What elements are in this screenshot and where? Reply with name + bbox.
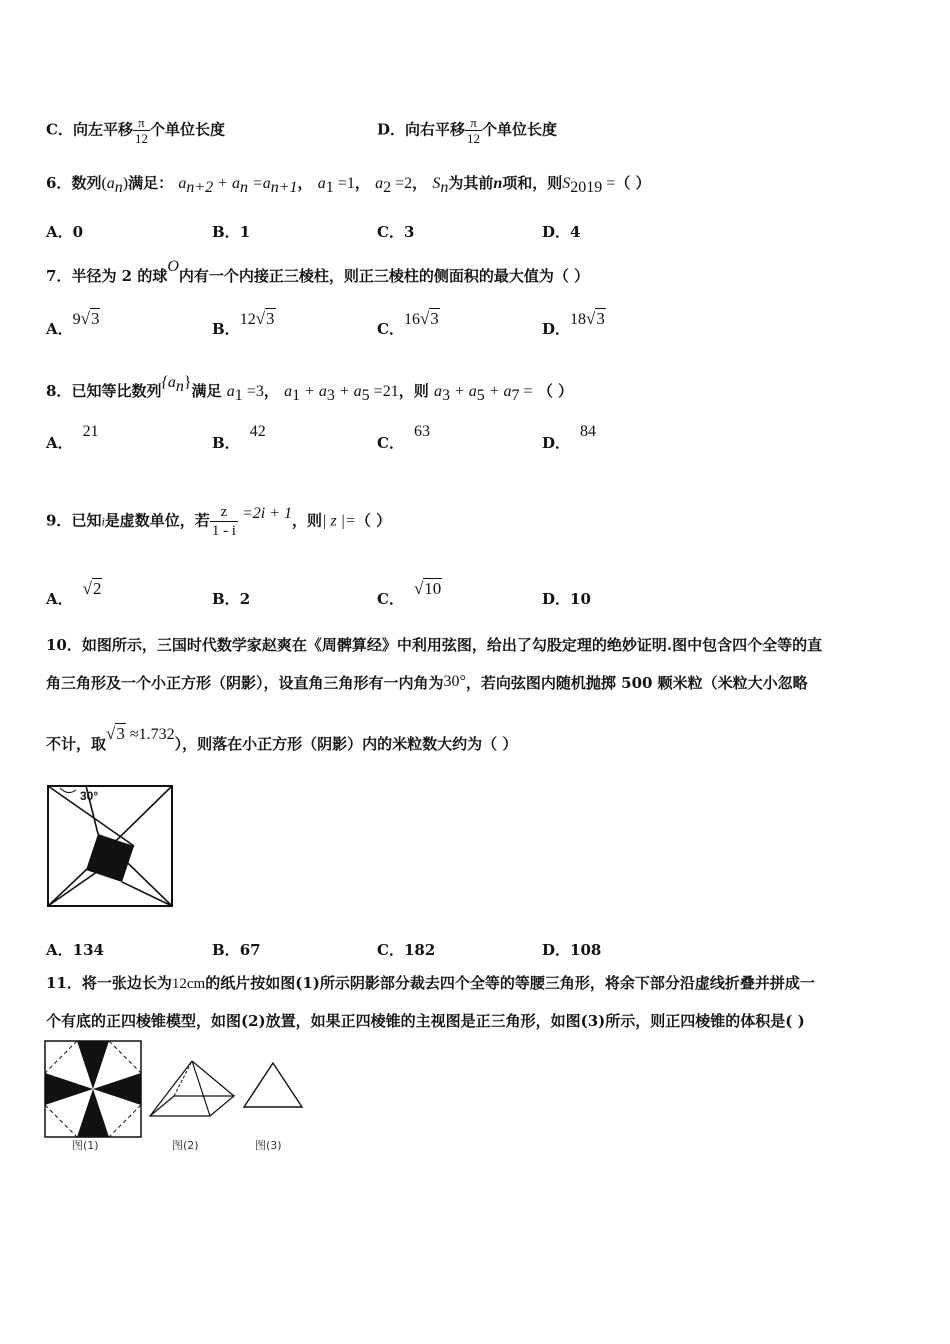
question-10-line-1: 10．如图所示，三国时代数学家赵爽在《周髀算经》中利用弦图，给出了勾股定理的绝妙证明.图中包含四个全等的直: [46, 636, 823, 654]
q10-option-c[interactable]: C．182: [377, 941, 436, 959]
q10-option-a[interactable]: A．134: [46, 941, 104, 959]
q6-option-d[interactable]: D．4: [542, 223, 581, 241]
figure-3-front-view: [242, 1060, 304, 1110]
q9-option-b[interactable]: B．2: [212, 590, 251, 608]
fraction: $\frac{\pi}{12}$: [134, 115, 148, 146]
figure-2-pyramid: [148, 1058, 236, 1120]
hidden-edge: [174, 1061, 192, 1096]
q5-option-d[interactable]: D．向右平移 $\frac{\pi}{12}$ 个单位长度: [377, 115, 558, 146]
q8-option-b[interactable]: B．42: [212, 423, 266, 452]
figure-3-label: 图(3): [255, 1139, 282, 1152]
q8-option-d[interactable]: D．84: [542, 423, 597, 452]
q9-option-d[interactable]: D．10: [542, 590, 591, 608]
question-11-line-2: 个有底的正四棱锥模型，如图(2)放置，如果正四棱锥的主视图是正三角形，如图(3)所示，则正四棱锥的体积是( ): [46, 1012, 805, 1030]
question-6-stem: 6．数列$(a_n)$满足： $a_{n+2} + a_n =a_{n+1}$， $a_1 =1$， $a_2 =2$， $S_n$为其前n项和，则$S_{2019}$ =（ ）: [46, 174, 651, 196]
question-10-line-2: 角三角形及一个小正方形（阴影），设直角三角形有一内角为30°，若向弦图内随机抛掷 500 颗米粒（米粒大小忽略: [46, 673, 808, 692]
question-11-line-1: 11．将一张边长为12cm的纸片按如图(1)所示阴影部分裁去四个全等的等腰三角形，将余下部分沿虚线折叠并拼成一: [46, 974, 815, 992]
figure-1-cut-square: [44, 1040, 142, 1138]
question-9-stem: 9．已知i是虚数单位，若 $\frac{z}{1 - i}$ =2i + 1，则| z |=（ ）: [46, 504, 392, 539]
q6-option-a[interactable]: A．0: [46, 223, 84, 241]
q7-option-c[interactable]: C．16√3: [377, 309, 439, 338]
q6-option-c[interactable]: C．3: [377, 223, 415, 241]
q6-option-b[interactable]: B．1: [212, 223, 251, 241]
fraction: $\frac{\pi}{12}$: [467, 115, 481, 146]
question-8-stem: 8．已知等比数列$\{a_n\}$满足 $a_1 =3$， $a_1 + a_3 + a_5 =21$，则 $a_3 + a_5 + a_7$ = （ ）: [46, 374, 574, 404]
equilateral-triangle: [244, 1063, 302, 1107]
question-10-line-3: 不计，取√3 ≈1.732），则落在小正方形（阴影）内的米粒数大约为（ ）: [46, 724, 518, 753]
fraction: $\frac{z}{1 - i}$: [211, 504, 236, 539]
q7-option-a[interactable]: A．9√3: [46, 309, 100, 338]
q9-option-c[interactable]: C．√10: [377, 579, 442, 608]
angle-label: 30°: [80, 789, 99, 803]
q10-option-d[interactable]: D．108: [542, 941, 602, 959]
q8-option-a[interactable]: A．21: [46, 423, 99, 452]
q9-option-a[interactable]: A．√2: [46, 579, 102, 608]
question-7-stem: 7．半径为 2 的球O内有一个内接正三棱柱，则正三棱柱的侧面积的最大值为（ ）: [46, 258, 590, 285]
q5-option-c[interactable]: C．向左平移 $\frac{\pi}{12}$ 个单位长度: [46, 115, 225, 146]
q10-option-b[interactable]: B．67: [212, 941, 261, 959]
q7-option-b[interactable]: B．12√3: [212, 309, 275, 338]
pyramid-edge: [150, 1061, 192, 1116]
q7-option-d[interactable]: D．18√3: [542, 309, 605, 338]
q8-option-c[interactable]: C．63: [377, 423, 430, 452]
figure-1-label: 图(1): [72, 1139, 99, 1152]
zhao-shuang-string-diagram: [46, 784, 174, 908]
figure-2-label: 图(2): [172, 1139, 199, 1152]
